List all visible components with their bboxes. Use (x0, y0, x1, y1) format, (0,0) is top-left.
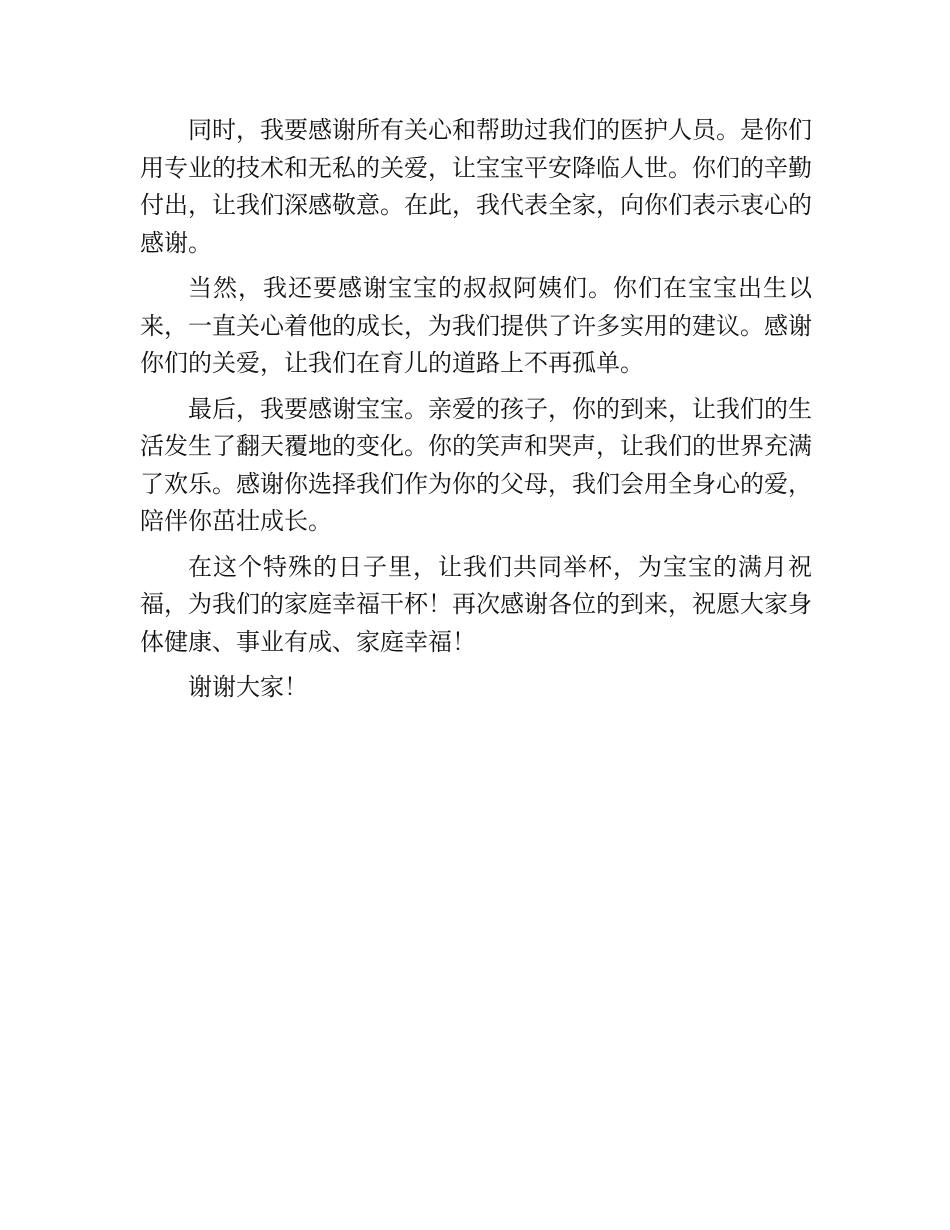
paragraph-thanks-baby: 最后，我要感谢宝宝。亲爱的孩子，你的到来，让我们的生活发生了翻天覆地的变化。你的笑声和哭声，让我们的世界充满了欢乐。感谢你选择我们作为你的父母，我们会用全身心的爱，陪伴你茁壮成长。 (140, 394, 812, 535)
paragraph-thanks-medical-staff: 同时，我要感谢所有关心和帮助过我们的医护人员。是你们用专业的技术和无私的关爱，让宝宝平安降临人世。你们的辛勤付出，让我们深感敬意。在此，我代表全家，向你们表示衷心的感谢。 (140, 116, 812, 257)
document-body (140, 112, 812, 715)
paragraph-toast: 在这个特殊的日子里，让我们共同举杯，为宝宝的满月祝福，为我们的家庭幸福干杯！再次感谢各位的到来，祝愿大家身体健康、事业有成、家庭幸福！ (140, 552, 812, 656)
paragraph-closing: 谢谢大家！ (188, 673, 308, 701)
paragraph-thanks-relatives: 当然，我还要感谢宝宝的叔叔阿姨们。你们在宝宝出生以来，一直关心着他的成长，为我们提供了许多实用的建议。感谢你们的关爱，让我们在育儿的道路上不再孤单。 (140, 274, 812, 377)
